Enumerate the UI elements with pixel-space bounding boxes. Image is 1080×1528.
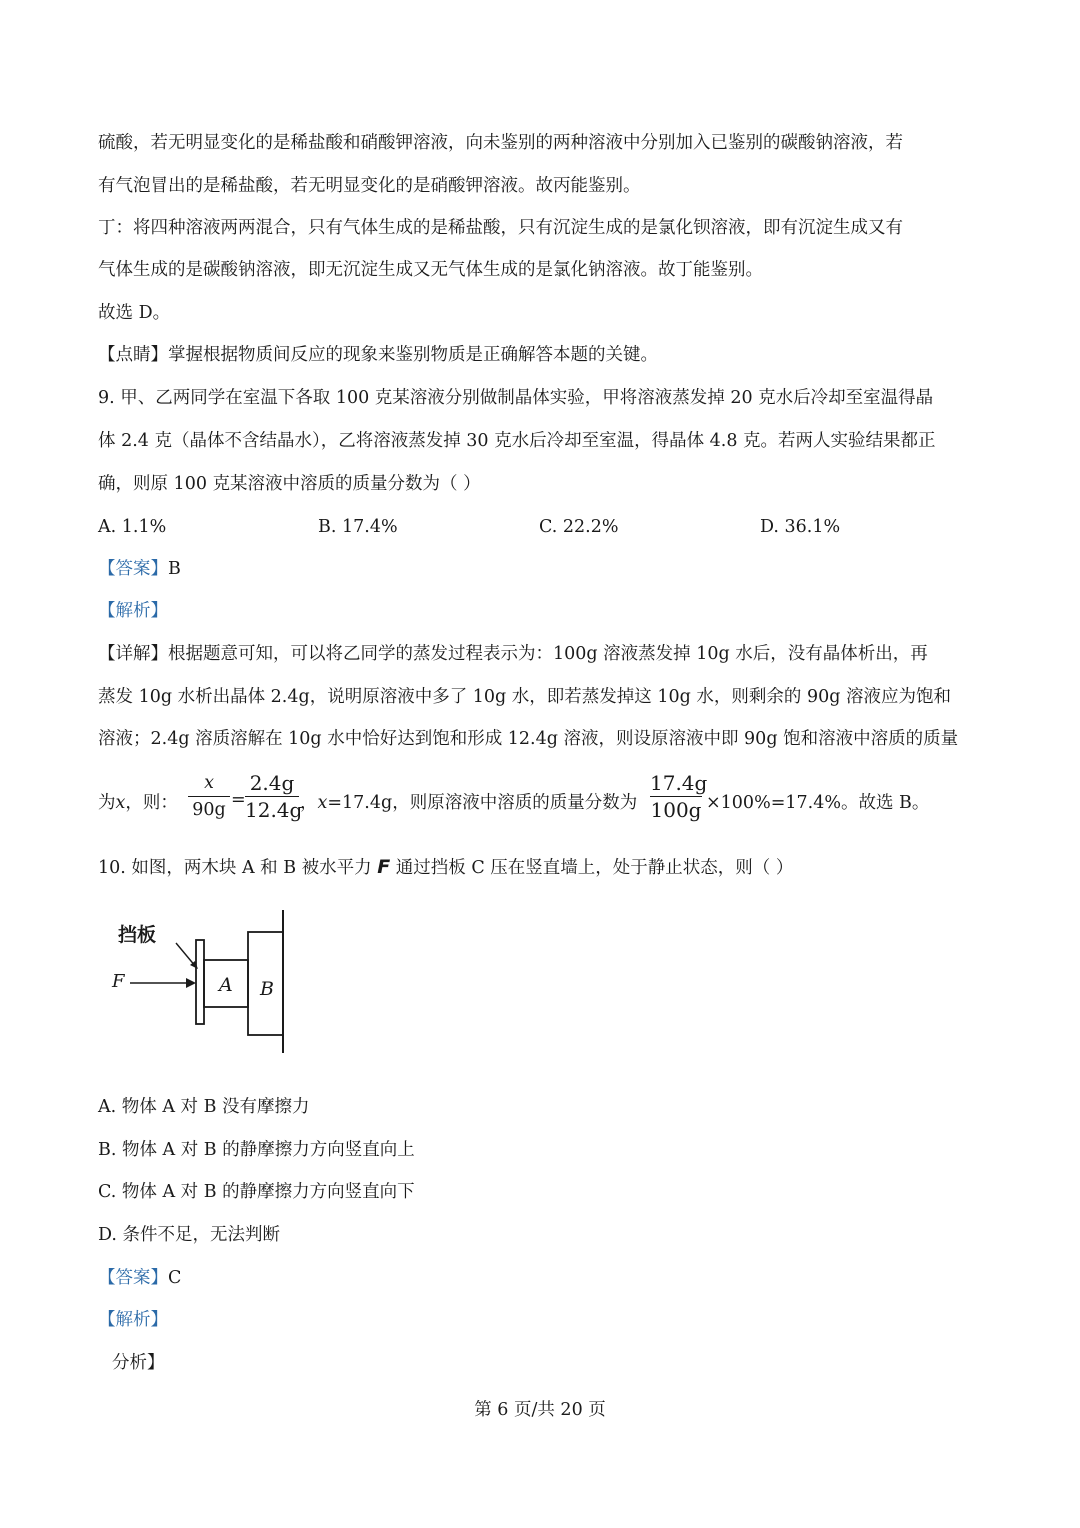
var-x: x: [115, 793, 126, 813]
q9-stem-line: 9. 甲、乙两同学在室温下各取 100 克某溶液分别做制晶体实验，甲将溶液蒸发掉 20 克水后冷却至室温得晶: [98, 388, 934, 408]
para-line: 气体生成的是碳酸钠溶液，即无沉淀生成又无气体生成的是氯化钠溶液。故丁能鉴别。: [98, 260, 763, 280]
baffle-plate: [196, 940, 204, 1024]
detail-text: 根据题意可知，可以将乙同学的蒸发过程表示为：100g 溶液蒸发掉 10g 水后，没有晶体析出，再: [168, 644, 928, 664]
fraction-2-4g-over-12-4g: 2.4g 12.4g: [245, 771, 303, 822]
q10-stem-line: 10. 如图，两木块 A 和 B 被水平力 F 通过挡板 C 压在竖直墙上，处于静止状态，则（ ）: [98, 856, 794, 878]
q9-option-b: B. 17.4%: [318, 517, 398, 537]
key-point-tag: 【点睛】: [98, 345, 168, 365]
equals-sign: =: [231, 790, 246, 810]
q10-answer-line: [98, 1265, 988, 1291]
q10-option-c: C. 物体 A 对 B 的静摩擦力方向竖直向下: [98, 1182, 415, 1202]
q9-stem-line: 确，则原 100 克某溶液中溶质的质量分数为（ ）: [98, 474, 481, 494]
analysis-tag: 【解析】: [98, 1310, 168, 1330]
detail-tag: 【详解】: [98, 644, 168, 664]
para-line: 有气泡冒出的是稀盐酸，若无明显变化的是硝酸钾溶液。故丙能鉴别。: [98, 176, 641, 196]
q10-option-a: A. 物体 A 对 B 没有摩擦力: [98, 1097, 310, 1117]
answer-value: B: [168, 559, 181, 579]
q9-formula-lead: 为x，则：: [98, 793, 178, 813]
q9-option-d: D. 36.1%: [760, 517, 841, 537]
q9-option-c: C. 22.2%: [539, 517, 619, 537]
q9-detail-line: 溶液；2.4g 溶质溶解在 10g 水中恰好达到饱和形成 12.4g 溶液，则设原溶液中即 90g 饱和溶液中溶质的质量: [98, 729, 959, 749]
q10-option-b: B. 物体 A 对 B 的静摩擦力方向竖直向上: [98, 1140, 415, 1160]
force-arrowhead: [186, 978, 196, 988]
key-point-text: 掌握根据物质间反应的现象来鉴别物质是正确解答本题的关键。: [168, 345, 658, 365]
force-symbol: F: [377, 856, 391, 878]
q9-option-a: A. 1.1%: [98, 517, 167, 537]
analysis-tag: 【解析】: [98, 601, 168, 621]
para-line: 硫酸，若无明显变化的是稀盐酸和硝酸钾溶液，向未鉴别的两种溶液中分别加入已鉴别的碳酸钠溶液，若: [98, 133, 903, 153]
para-line: 故选 D。: [98, 303, 171, 323]
label-a: A: [219, 974, 233, 996]
analysis-subheading: 分析】: [112, 1353, 165, 1373]
q9-detail-line: [98, 641, 988, 667]
q9-answer-line: [98, 556, 988, 582]
label-baffle: 挡板: [118, 924, 157, 946]
force-diagram: [100, 905, 300, 1055]
q9-detail-line: 蒸发 10g 水析出晶体 2.4g，说明原溶液中多了 10g 水，即若蒸发掉这 10g 水，则剩余的 90g 溶液应为饱和: [98, 687, 951, 707]
q10-option-d: D. 条件不足，无法判断: [98, 1225, 281, 1245]
answer-value: C: [168, 1268, 182, 1288]
label-force: F: [112, 971, 125, 992]
page-footer: 第 6 页/共 20 页: [474, 1400, 606, 1420]
fraction-17-4g-over-100g: 17.4g 100g: [650, 771, 708, 822]
answer-tag: 【答案】: [98, 1268, 168, 1288]
q9-formula-mid: ，x=17.4g，则原溶液中溶质的质量分数为: [300, 793, 638, 813]
key-point-line: [98, 342, 988, 368]
label-b: B: [260, 978, 274, 1000]
answer-tag: 【答案】: [98, 559, 168, 579]
para-line: 丁：将四种溶液两两混合，只有气体生成的是稀盐酸，只有沉淀生成的是氯化钡溶液，即有沉淀生成又有: [98, 218, 903, 238]
fraction-x-over-90g: x 90g: [188, 771, 230, 822]
q9-formula-tail: ×100%=17.4%。故选 B。: [706, 793, 930, 813]
q9-stem-line: 体 2.4 克（晶体不含结晶水），乙将溶液蒸发掉 30 克水后冷却至室温，得晶体 4.8 克。若两人实验结果都正: [98, 431, 936, 451]
